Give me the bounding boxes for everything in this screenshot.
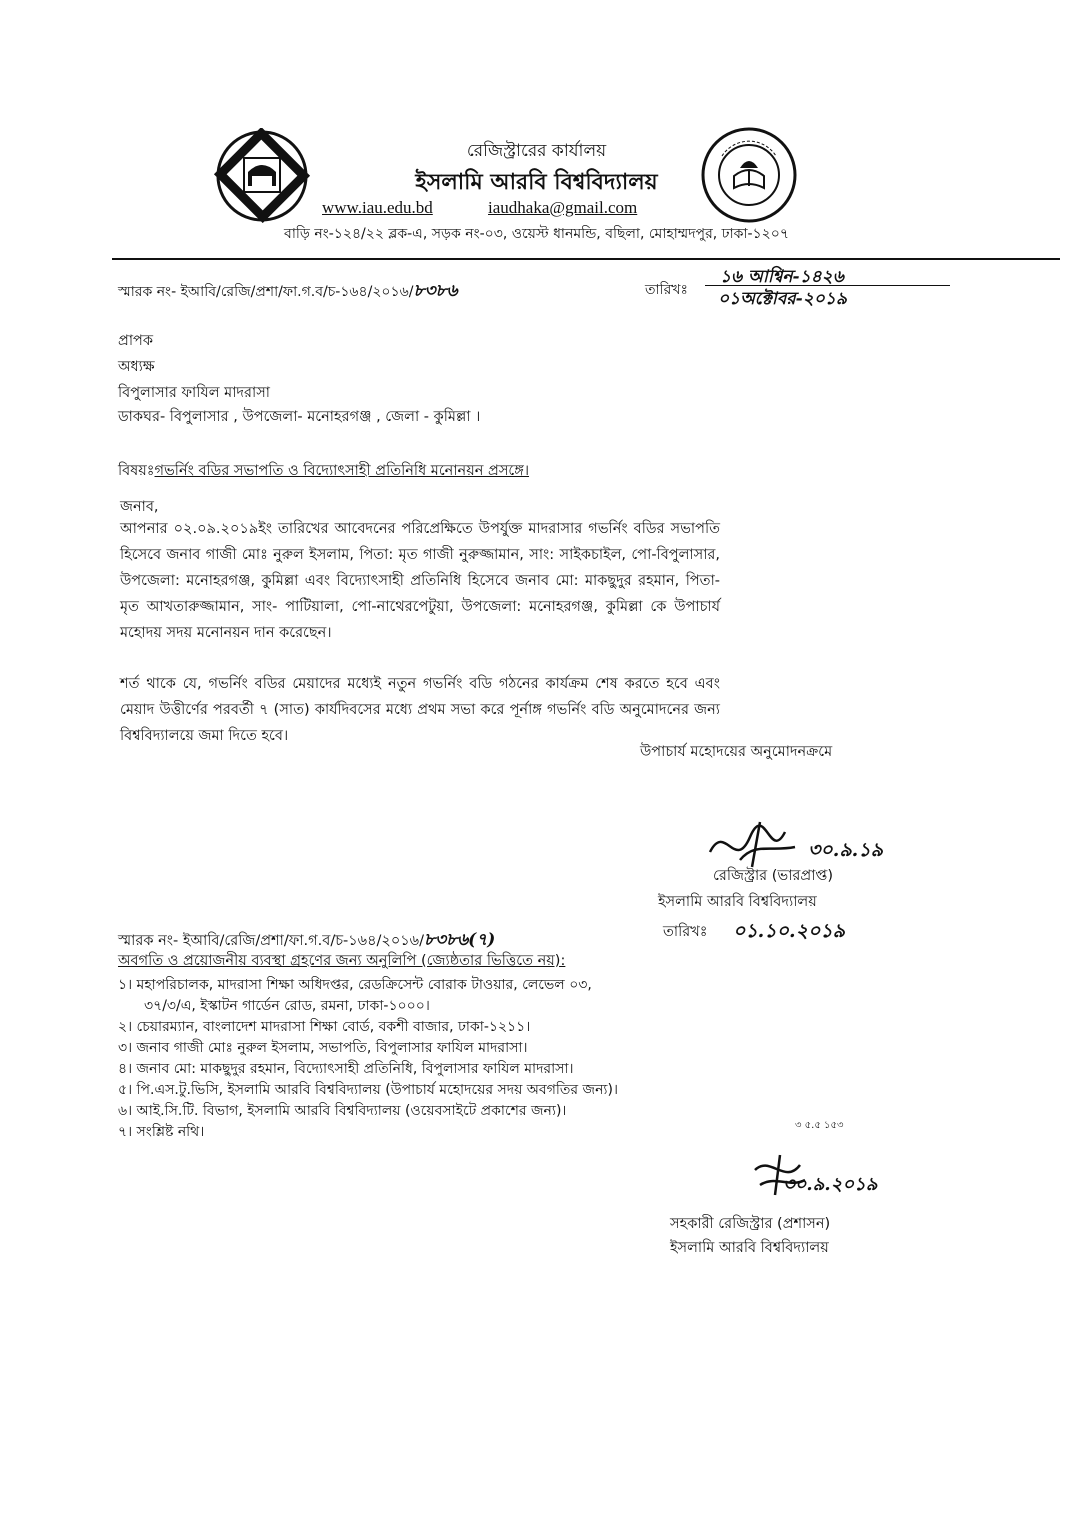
date-handwritten-bangla: ১৬ আশ্বিন-১৪২৬ (720, 267, 844, 287)
recipient-institution: বিপুলাসার ফাযিল মাদরাসা (118, 385, 270, 401)
memo-handwritten-number: ৮৩৮৬ (413, 281, 458, 301)
subject-line (118, 460, 529, 484)
list-item: ৩৭/৩/এ, ইস্কাটন গার্ডেন রোড, রমনা, ঢাকা-১০০০। (144, 998, 430, 1014)
university-name: ইসলামি আরবি বিশ্ববিদ্যালয় (415, 170, 658, 195)
copy-memo-label: স্মারক নং- ইআবি/রেজি/প্রশা/ফা.গ.ব/চ-১৬৪/২০১৬/ (118, 933, 424, 949)
copy-memo-handwritten: ৮৩৮৬(৭) (423, 930, 496, 950)
website-link[interactable]: www.iau.edu.bd (322, 198, 433, 217)
list-item: ১। মহাপরিচালক, মাদরাসা শিক্ষা অধিদপ্তর, রেডক্রিসেন্ট বোরাক টাওয়ার, লেভেল ০৩, (118, 977, 592, 993)
memo-number (118, 278, 458, 306)
email-link[interactable]: iaudhaka@gmail.com (488, 198, 638, 217)
office-title: রেজিস্ট্রারের কার্যালয় (466, 141, 607, 161)
subject-label: বিষয়ঃ (118, 463, 155, 479)
approval-note: উপাচার্য মহোদয়ের অনুমোদনক্রমে (640, 744, 833, 760)
copy-list (118, 975, 618, 1143)
list-item: ৬। আই.সি.টি. বিভাগ, ইসলামি আরবি বিশ্ববিদ্যালয় (ওয়েবসাইটে প্রকাশের জন্য)। (118, 1103, 567, 1119)
subject-text: গভর্নিং বডির সভাপতি ও বিদ্যোৎসাহী প্রতিনিধি মনোনয়ন প্রসঙ্গে। (154, 463, 530, 479)
salutation: জনাব, (120, 499, 159, 515)
list-item: ৩। জনাব গাজী মোঃ নুরুল ইসলাম, সভাপতি, বিপুলাসার ফাযিল মাদরাসা। (118, 1040, 528, 1056)
header-divider (112, 258, 1060, 260)
signature2-university: ইসলামি আরবি বিশ্ববিদ্যালয় (670, 1240, 829, 1256)
recipient-title: অধ্যক্ষ (118, 359, 155, 375)
recipient-to: প্রাপক (118, 333, 154, 349)
body-paragraph-2: শর্ত থাকে যে, গভর্নিং বডির মেয়াদের মধ্যেই নতুন গভর্নিং বডি গঠনের কার্যক্রম শেষ করতে হবে এবং মেয়াদ উত্তীর্ণের পরবর্তী ৭ (সাত) কার্যদিবসের মধ্যে প্রথম সভা করে পূর্নাঙ্গ গভর্নিং বডি অনুমোদনের জন্য বিশ্ববিদ্যালয়ে জমা দিতে হবে। (120, 676, 720, 744)
list-item: ২। চেয়ারম্যান, বাংলাদেশ মাদরাসা শিক্ষা বোর্ড, বকশী বাজার, ঢাকা-১২১১। (118, 1019, 531, 1035)
list-item: ৪। জনাব মো: মাকছুদুর রহমান, বিদ্যোৎসাহী প্রতিনিধি, বিপুলাসার ফাযিল মাদরাসা। (118, 1061, 574, 1077)
signature1-designation: রেজিস্ট্রার (ভারপ্রাপ্ত) (713, 868, 834, 884)
list-item: ৭। সংশ্লিষ্ট নথি। (118, 1124, 205, 1140)
registrar-signature (700, 812, 820, 872)
body-paragraph-1: আপনার ০২.০৯.২০১৯ইং তারিখের আবেদনের পরিপ্রেক্ষিতে উপর্যুক্ত মাদরাসার গভর্নিং বডির সভাপতি হিসেবে জনাব গাজী মোঃ নুরুল ইসলাম, পিতা: মৃত গাজী নুরুজ্জামান, সাং: সাইকচাইল, পো-বিপুলাসার, উপজেলা: মনোহরগঞ্জ, কুমিল্লা এবং বিদ্যোৎসাহী প্রতিনিধি হিসেবে জনাব মো: মাকছুদুর রহমান, পিতা- মৃত আখতারুজ্জামান, সাং- পাটিয়ালা, পো-নাথেরপেটুয়া, উপজেলা: মনোহরগঞ্জ, কুমিল্লা কে উপাচার্য মহোদয় সদয় মনোনয়ন দান করেছেন। (120, 521, 720, 641)
date-label: তারিখঃ (645, 282, 688, 298)
signature2-designation: সহকারী রেজিস্ট্রার (প্রশাসন) (670, 1216, 831, 1232)
signature1-university: ইসলামি আরবি বিশ্ববিদ্যালয় (658, 894, 817, 910)
date-handwritten-gregorian: ০১অক্টোবর-২০১৯ (718, 289, 847, 309)
letterhead-address: বাড়ি নং-১২৪/২২ ব্লক-এ, সড়ক নং-০৩, ওয়েস্ট ধানমন্ডি, বছিলা, মোহাম্মদপুর, ঢাকা-১২০৭ (284, 226, 789, 242)
small-stamp-note: ৩ ৫.৫ ১৫৩ (795, 1120, 844, 1131)
list-item: ৫। পি.এস.টু.ভিসি, ইসলামি আরবি বিশ্ববিদ্যালয় (উপাচার্য মহোদয়ের সদয় অবগতির জন্য)। (118, 1082, 618, 1098)
signature1-hand-date-2: ০১.১০.২০১৯ (733, 920, 845, 942)
signature1-hand-date: ৩০.৯.১৯ (808, 839, 883, 861)
memo-label: স্মারক নং- ইআবি/রেজি/প্রশা/ফা.গ.ব/চ-১৬৪/২০১৬/ (118, 284, 414, 300)
signature2-hand-date: ৩০.৯.২০১৯ (783, 1174, 878, 1195)
recipient-address: ডাকঘর- বিপুলাসার , উপজেলা- মনোহরগঞ্জ , জেলা - কুমিল্লা । (118, 409, 481, 425)
signature1-date-label: তারিখঃ (663, 924, 708, 940)
copy-heading: অবগতি ও প্রয়োজনীয় ব্যবস্থা গ্রহণের জন্য অনুলিপি (জ্যেষ্ঠতার ভিত্তিতে নয়): (118, 953, 566, 969)
